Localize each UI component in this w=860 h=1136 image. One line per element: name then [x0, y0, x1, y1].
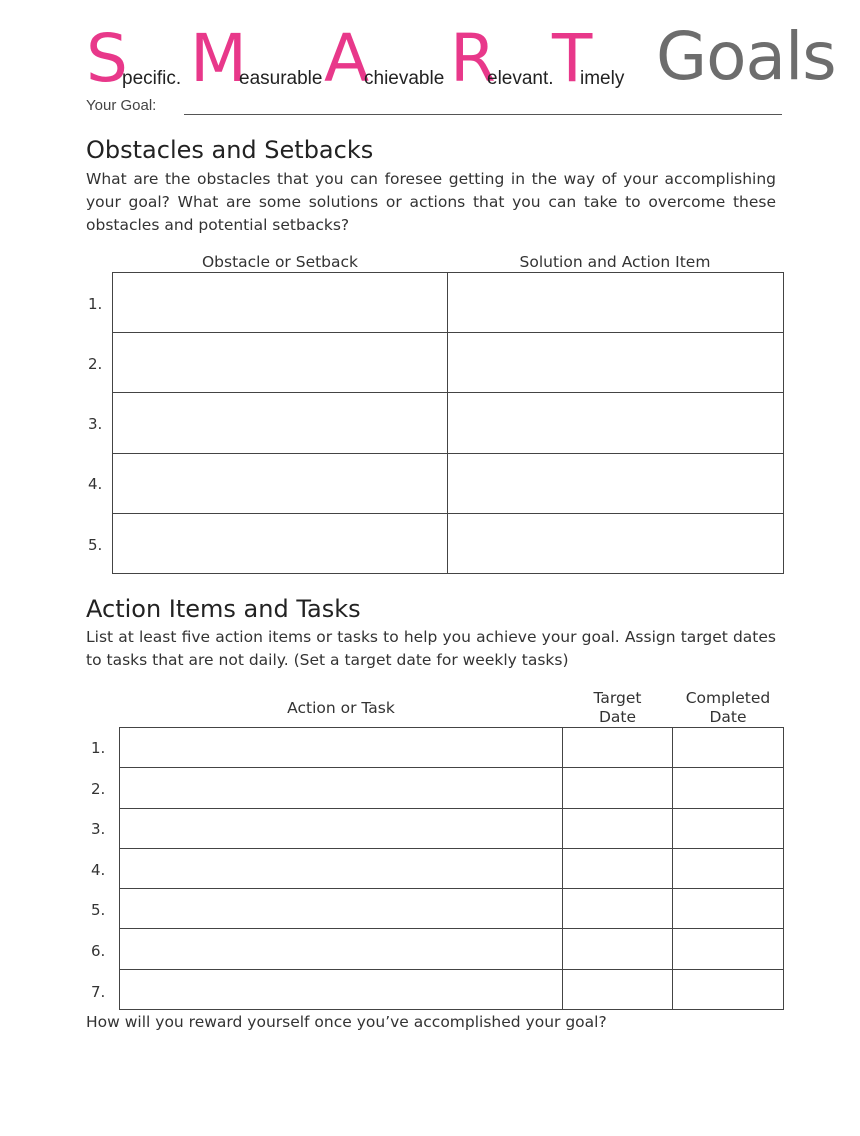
target-date-cell[interactable]: [563, 969, 673, 1009]
acronym-word-measurable: easurable: [239, 68, 323, 89]
completed-date-cell[interactable]: [673, 768, 784, 808]
target-date-cell[interactable]: [563, 889, 673, 929]
target-date-cell[interactable]: [563, 768, 673, 808]
header-line: Date: [598, 708, 637, 726]
your-goal-field[interactable]: [86, 97, 782, 119]
target-date-column-header: [563, 689, 672, 727]
action-task-cell[interactable]: [120, 848, 563, 888]
action-row-number: 3.: [91, 820, 106, 838]
obstacle-row-number: 1.: [88, 295, 103, 313]
action-row-number: 1.: [91, 739, 106, 757]
actions-title: Action Items and Tasks: [86, 595, 361, 623]
reward-question: How will you reward yourself once you’ve accomplished your goal?: [86, 1013, 607, 1031]
obstacle-row-number: 3.: [88, 415, 103, 433]
solution-cell[interactable]: [448, 333, 784, 393]
solution-cell[interactable]: [448, 393, 784, 453]
header-line: Date: [709, 708, 747, 726]
obstacle-row-number: 4.: [88, 475, 103, 493]
action-task-cell[interactable]: [120, 768, 563, 808]
actions-description: List at least five action items or tasks to help you achieve your goal. Assign target dates to tasks that are not daily. (Set a target date for weekly tasks): [86, 628, 776, 669]
table-row: [113, 513, 784, 573]
table-row: [120, 728, 784, 768]
completed-date-cell[interactable]: [673, 889, 784, 929]
goals-title: Goals: [656, 18, 836, 95]
action-task-cell[interactable]: [120, 929, 563, 969]
obstacle-cell[interactable]: [113, 453, 448, 513]
completed-date-cell[interactable]: [673, 848, 784, 888]
action-row-number: 6.: [91, 942, 106, 960]
target-date-cell[interactable]: [563, 848, 673, 888]
solution-column-header: Solution and Action Item: [519, 253, 711, 271]
table-row: [113, 273, 784, 333]
acronym-word-relevant: elevant.: [487, 68, 554, 89]
obstacle-cell[interactable]: [113, 513, 448, 573]
acronym-word-timely: imely: [580, 68, 625, 89]
solution-cell[interactable]: [448, 453, 784, 513]
action-task-cell[interactable]: [120, 808, 563, 848]
acronym-initial-t: T: [552, 20, 591, 97]
target-date-cell[interactable]: [563, 728, 673, 768]
obstacles-table: [112, 272, 784, 574]
action-row-number: 4.: [91, 861, 106, 879]
completed-date-cell[interactable]: [673, 728, 784, 768]
obstacle-row-number: 5.: [88, 536, 103, 554]
action-task-cell[interactable]: [120, 728, 563, 768]
table-row: [113, 453, 784, 513]
target-date-cell[interactable]: [563, 808, 673, 848]
your-goal-line[interactable]: [184, 114, 782, 115]
obstacle-column-header: Obstacle or Setback: [201, 253, 359, 271]
table-row: [120, 969, 784, 1009]
table-row: [120, 929, 784, 969]
obstacle-cell[interactable]: [113, 273, 448, 333]
action-row-number: 2.: [91, 780, 106, 798]
actions-table: [119, 727, 784, 1010]
header-line: Completed: [685, 689, 771, 707]
action-task-cell[interactable]: [120, 969, 563, 1009]
obstacle-row-number: 2.: [88, 355, 103, 373]
your-goal-label: Your Goal:: [86, 97, 157, 114]
completed-date-cell[interactable]: [673, 808, 784, 848]
acronym-initial-s: S: [86, 20, 126, 97]
table-row: [120, 848, 784, 888]
header-line: Target: [593, 689, 642, 707]
acronym-initial-r: R: [450, 20, 494, 97]
obstacle-cell[interactable]: [113, 393, 448, 453]
header-line: Action or Task: [287, 699, 395, 717]
obstacle-cell[interactable]: [113, 333, 448, 393]
acronym-word-achievable: chievable: [364, 68, 445, 89]
page-header: [86, 18, 836, 97]
obstacles-title: Obstacles and Setbacks: [86, 136, 374, 164]
solution-cell[interactable]: [448, 273, 784, 333]
completed-date-column-header: [673, 689, 783, 727]
solution-cell[interactable]: [448, 513, 784, 573]
acronym-initial-a: A: [324, 20, 368, 97]
action-row-number: 7.: [91, 983, 106, 1001]
table-row: [120, 808, 784, 848]
acronym-word-specific: pecific.: [122, 68, 182, 89]
action-task-cell[interactable]: [120, 889, 563, 929]
action-row-number: 5.: [91, 901, 106, 919]
table-row: [113, 393, 784, 453]
completed-date-cell[interactable]: [673, 929, 784, 969]
acronym-initial-m: M: [190, 20, 245, 97]
target-date-cell[interactable]: [563, 929, 673, 969]
table-row: [113, 333, 784, 393]
table-row: [120, 768, 784, 808]
completed-date-cell[interactable]: [673, 969, 784, 1009]
action-task-column-header: [120, 699, 562, 718]
obstacles-description: What are the obstacles that you can foresee getting in the way of your accomplishing your goal? What are some solutions or actions that you can take to overcome these obstacles and potential setbacks?: [86, 170, 776, 234]
table-row: [120, 889, 784, 929]
